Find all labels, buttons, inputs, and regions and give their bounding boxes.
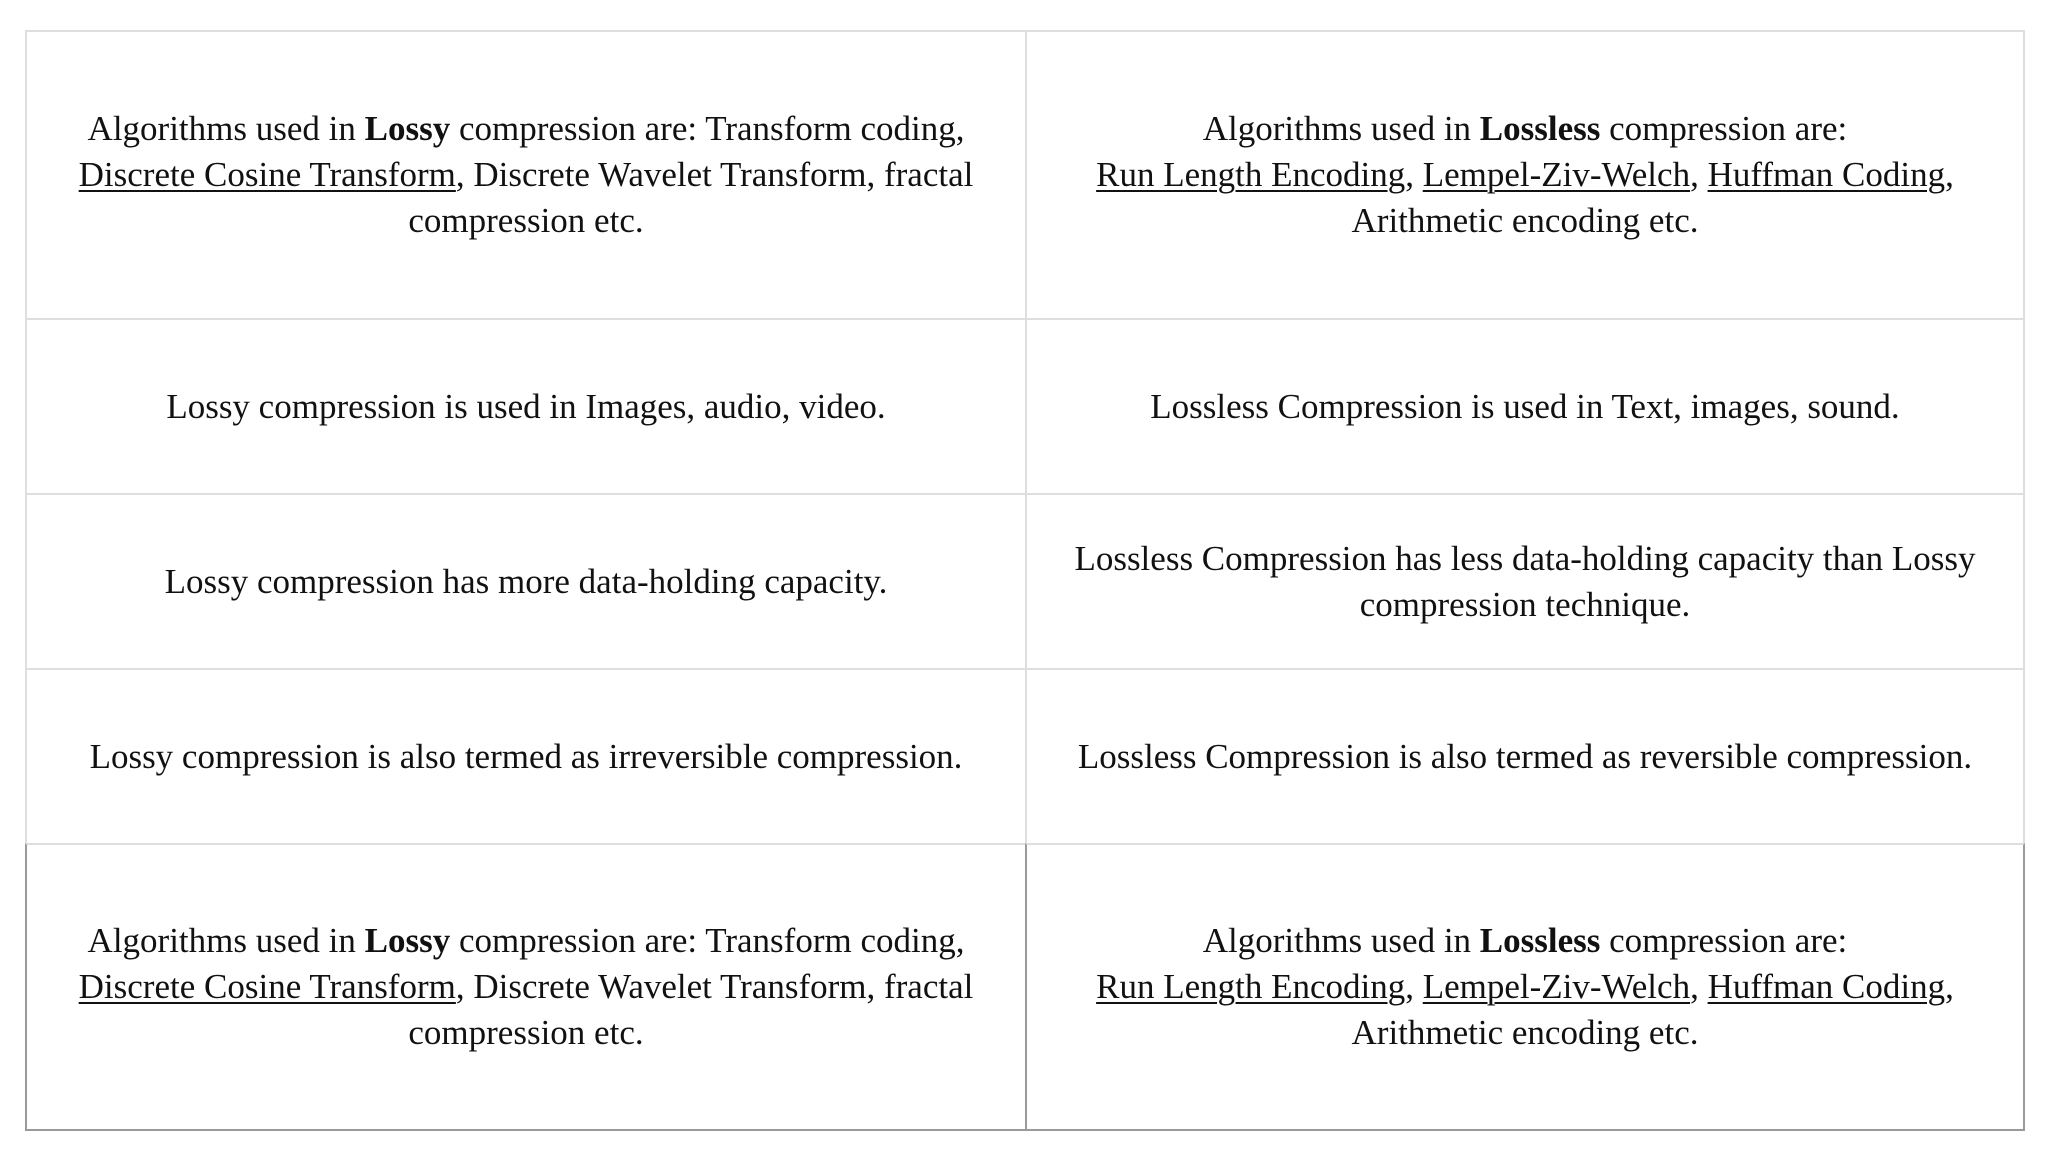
bold-term: Lossy <box>364 921 451 960</box>
link-lempel-ziv-welch[interactable]: Lempel-Ziv-Welch <box>1422 155 1691 194</box>
lossy-reversibility-text: Lossy compression is also termed as irreversible compression. <box>89 736 963 776</box>
lossy-algorithms-text <box>63 918 989 1056</box>
lossless-reversibility-text: Lossless Compression is also termed as reversible compression. <box>1077 736 1973 776</box>
lossless-usage-text: Lossless Compression is used in Text, images, sound. <box>1150 386 1900 426</box>
text-mid: compression are: Transform coding, <box>450 921 965 960</box>
text-mid: compression are: Transform coding, <box>450 109 965 148</box>
lossy-reversibility-cell <box>25 668 1025 843</box>
text-prefix: Algorithms used in <box>1202 109 1480 148</box>
comparison-table <box>25 30 2025 1131</box>
separator: , <box>1690 967 1708 1006</box>
lossy-usage-text: Lossy compression is used in Images, audio, video. <box>166 386 886 426</box>
lossless-algorithms-cell-repeat <box>1025 843 2025 1131</box>
lossless-algorithms-text <box>1075 918 1975 1056</box>
separator: , <box>1405 967 1423 1006</box>
text-suffix: , Discrete Wavelet Transform, fractal compression etc. <box>408 967 974 1052</box>
text-mid: compression are: <box>1600 921 1848 960</box>
separator: , <box>1405 155 1423 194</box>
lossless-algorithms-cell <box>1025 30 2025 318</box>
lossy-algorithms-text <box>63 106 989 244</box>
link-run-length-encoding[interactable]: Run Length Encoding <box>1096 967 1406 1006</box>
lossy-usage-cell <box>25 318 1025 493</box>
link-lempel-ziv-welch[interactable]: Lempel-Ziv-Welch <box>1422 967 1691 1006</box>
lossy-capacity-cell <box>25 493 1025 668</box>
lossless-reversibility-cell <box>1025 668 2025 843</box>
lossy-capacity-text: Lossy compression has more data-holding capacity. <box>164 561 888 601</box>
bold-term: Lossless <box>1479 109 1601 148</box>
lossy-algorithms-cell <box>25 30 1025 318</box>
lossless-capacity-text: Lossless Compression has less data-holding capacity than Lossy compression technique. <box>1074 538 1976 624</box>
link-huffman-coding[interactable]: Huffman Coding <box>1707 967 1946 1006</box>
text-prefix: Algorithms used in <box>87 109 365 148</box>
lossy-algorithms-cell-repeat <box>25 843 1025 1131</box>
lossless-algorithms-text <box>1075 106 1975 244</box>
text-suffix: , Arithmetic encoding etc. <box>1351 155 1954 240</box>
text-suffix: , Arithmetic encoding etc. <box>1351 967 1954 1052</box>
link-discrete-cosine-transform[interactable]: Discrete Cosine Transform <box>78 155 456 194</box>
link-huffman-coding[interactable]: Huffman Coding <box>1707 155 1946 194</box>
link-discrete-cosine-transform[interactable]: Discrete Cosine Transform <box>78 967 456 1006</box>
text-mid: compression are: <box>1600 109 1848 148</box>
link-run-length-encoding[interactable]: Run Length Encoding <box>1096 155 1406 194</box>
lossless-usage-cell <box>1025 318 2025 493</box>
text-prefix: Algorithms used in <box>87 921 365 960</box>
text-prefix: Algorithms used in <box>1202 921 1480 960</box>
bold-term: Lossy <box>364 109 451 148</box>
lossless-capacity-cell <box>1025 493 2025 668</box>
separator: , <box>1690 155 1708 194</box>
bold-term: Lossless <box>1479 921 1601 960</box>
text-suffix: , Discrete Wavelet Transform, fractal compression etc. <box>408 155 974 240</box>
